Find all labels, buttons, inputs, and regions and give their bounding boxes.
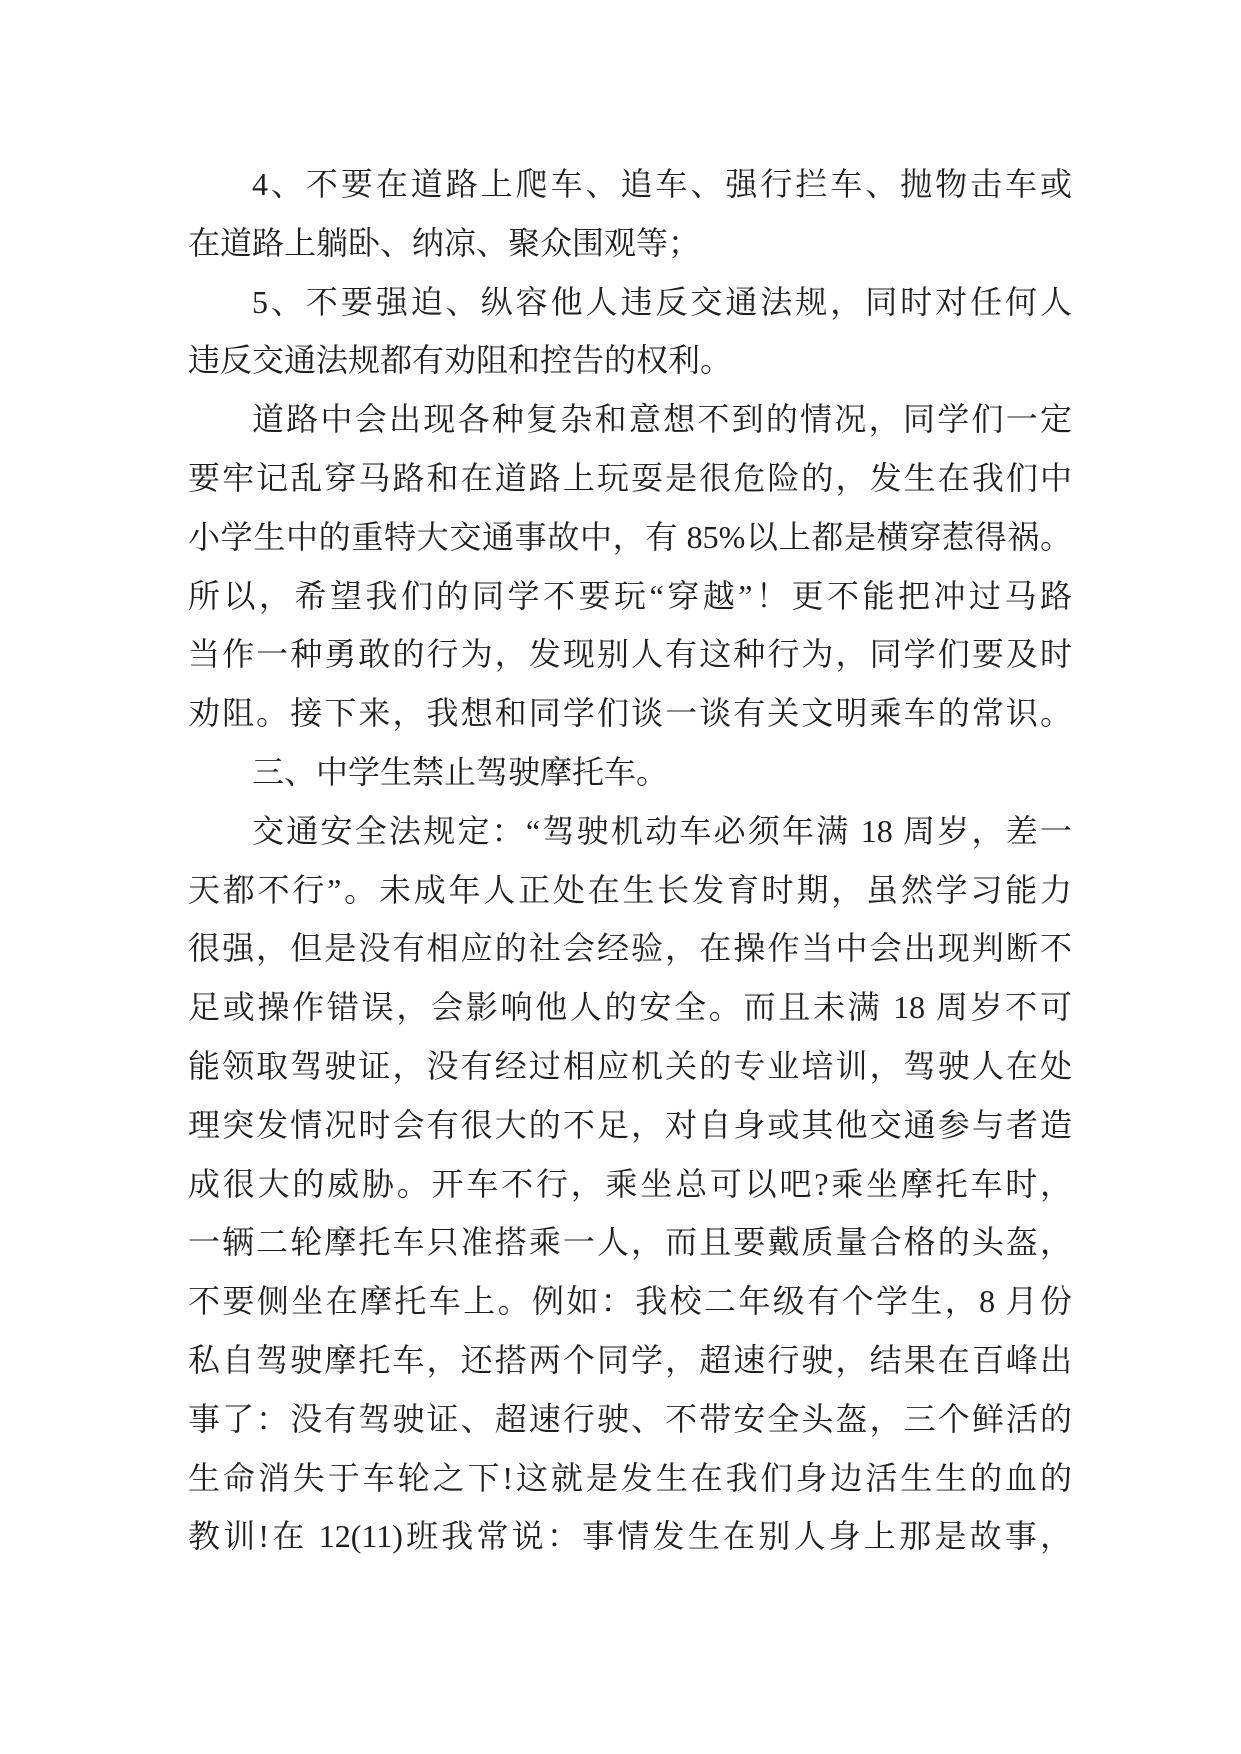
- text-line-06: 要牢记乱穿马路和在道路上玩耍是很危险的，发生在我们中: [188, 459, 1072, 496]
- text-line-01: 4、不要在道路上爬车、追车、强行拦车、抛物击车或: [252, 166, 1072, 202]
- text-line-07: 小学生中的重特大交通事故中，有 85%以上都是横穿惹得祸。: [188, 518, 1072, 555]
- text-line-12: 交通安全法规定：“驾驶机动车必须年满 18 周岁，差一: [252, 812, 1072, 849]
- text-line-17: 理突发情况时会有很大的不足，对自身或其他交通参与者造: [188, 1106, 1072, 1143]
- text-line-08: 所以，希望我们的同学不要玩“穿越”！更不能把冲过马路: [188, 577, 1072, 614]
- text-line-20: 不要侧坐在摩托车上。例如：我校二年级有个学生，8 月份: [188, 1283, 1072, 1320]
- text-line-11: 三、中学生禁止驾驶摩托车。: [252, 753, 669, 790]
- text-line-14: 很强，但是没有相应的社会经验，在操作当中会出现判断不: [188, 930, 1072, 967]
- text-line-03: 5、不要强迫、纵容他人违反交通法规，同时对任何人: [252, 283, 1072, 320]
- text-line-10: 劝阻。接下来，我想和同学们谈一谈有关文明乘车的常识。: [188, 695, 1072, 732]
- text-line-18: 成很大的威胁。开车不行，乘坐总可以吧?乘坐摩托车时，: [188, 1165, 1072, 1202]
- text-line-05: 道路中会出现各种复杂和意想不到的情况，同学们一定: [252, 401, 1072, 438]
- text-line-24: 教训!在 12(11)班我常说：事情发生在别人身上那是故事，: [188, 1518, 1072, 1555]
- document-body: [188, 155, 1072, 1566]
- text-line-13: 天都不行”。未成年人正处在生长发育时期，虽然学习能力: [188, 871, 1072, 908]
- text-line-22: 事了：没有驾驶证、超速行驶、不带安全头盔，三个鲜活的: [188, 1400, 1072, 1437]
- text-line-02: 在道路上躺卧、纳凉、聚众围观等；: [188, 224, 701, 261]
- text-line-15: 足或操作错误，会影响他人的安全。而且未满 18 周岁不可: [188, 989, 1072, 1026]
- text-line-09: 当作一种勇敢的行为，发现别人有这种行为，同学们要及时: [188, 636, 1072, 673]
- text-line-16: 能领取驾驶证，没有经过相应机关的专业培训，驾驶人在处: [188, 1047, 1072, 1084]
- text-line-19: 一辆二轮摩托车只准搭乘一人，而且要戴质量合格的头盔，: [188, 1224, 1072, 1261]
- text-line-21: 私自驾驶摩托车，还搭两个同学，超速行驶，结果在百峰出: [188, 1341, 1072, 1378]
- text-line-23: 生命消失于车轮之下!这就是发生在我们身边活生生的血的: [188, 1459, 1072, 1496]
- text-line-04: 违反交通法规都有劝阻和控告的权利。: [188, 342, 733, 379]
